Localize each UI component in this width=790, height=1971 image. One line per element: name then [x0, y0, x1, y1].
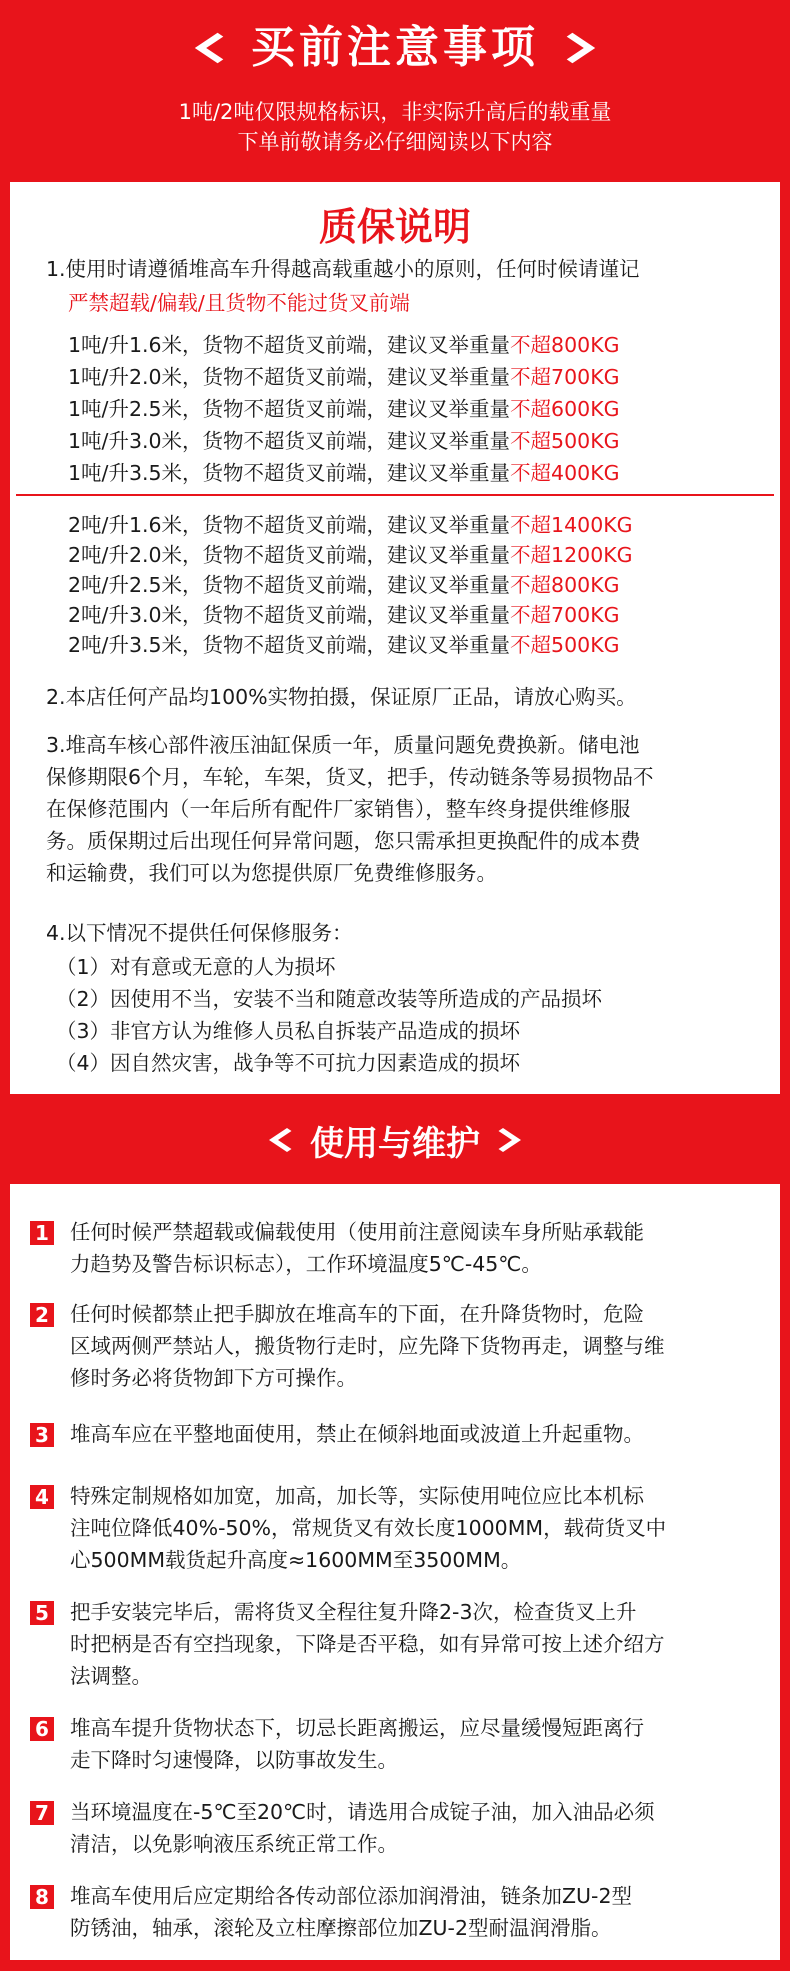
maintenance-item	[70, 1480, 770, 1576]
maintenance-item	[70, 1216, 770, 1280]
warranty-item-3-line: 和运输费，我们可以为您提供原厂免费维修服务。	[46, 861, 497, 885]
spec-row	[68, 360, 620, 390]
item-text-line: 时把柄是否有空挡现象，下降是否平稳，如有异常可按上述介绍方	[70, 1632, 665, 1656]
spec-limit: 不超700KG	[510, 365, 620, 389]
item-text-line: 堆高车应在平整地面使用，禁止在倾斜地面或波道上升起重物。	[70, 1422, 644, 1446]
spec-row	[68, 538, 633, 568]
spec-row	[68, 392, 620, 422]
item-text-line: 当环境温度在-5℃至20℃时，请选用合成锭子油，加入油品必须	[70, 1800, 655, 1824]
warranty-item-3-line: 保修期限6个月，车轮，车架，货叉，把手，传动链条等易损物品不	[46, 765, 654, 789]
header-banner	[0, 0, 790, 180]
warranty-item-1: 1.使用时请遵循堆高车升得越高载重越小的原则，任何时候请谨记	[46, 257, 640, 281]
section-divider	[16, 494, 774, 496]
spec-limit: 不超400KG	[510, 461, 620, 485]
exclusion-item: （1）对有意或无意的人为损坏	[56, 955, 336, 979]
chevron-right-icon	[561, 29, 599, 67]
item-number-badge: 8	[30, 1885, 54, 1909]
item-text-line: 法调整。	[70, 1664, 152, 1688]
spec-text: 2吨/升1.6米，货物不超货叉前端，建议叉举重量	[68, 513, 511, 537]
maintenance-item	[70, 1298, 770, 1394]
item-text-line: 力趋势及警告标识标志），工作环境温度5℃-45℃。	[70, 1252, 542, 1276]
spec-row	[68, 598, 620, 628]
spec-limit: 不超600KG	[510, 397, 620, 421]
exclusion-item: （2）因使用不当，安装不当和随意改装等所造成的产品损坏	[56, 987, 603, 1011]
chevron-left-icon	[191, 29, 229, 67]
item-text-line: 把手安装完毕后，需将货叉全程往复升降2-3次，检查货叉上升	[70, 1600, 637, 1624]
spec-text: 2吨/升2.5米，货物不超货叉前端，建议叉举重量	[68, 573, 511, 597]
spec-limit: 不超700KG	[510, 603, 620, 627]
spec-row	[68, 628, 620, 658]
spec-limit: 不超500KG	[510, 633, 620, 657]
header-title-row	[0, 18, 790, 78]
item-number-badge: 5	[30, 1601, 54, 1625]
warranty-item-2: 2.本店任何产品均100%实物拍摄，保证原厂正品，请放心购买。	[46, 685, 637, 709]
maintenance-item	[70, 1796, 770, 1860]
header-subtitle-2: 下单前敬请务必仔细阅读以下内容	[237, 130, 553, 154]
spec-row	[68, 508, 633, 538]
spec-row	[68, 456, 620, 486]
item-number-badge: 3	[30, 1423, 54, 1447]
spec-row	[68, 568, 620, 598]
item-text-line: 区域两侧严禁站人，搬货物行走时，应先降下货物再走，调整与维	[70, 1334, 665, 1358]
item-text-line: 修时务必将货物卸下方可操作。	[70, 1366, 357, 1390]
item-text-line: 任何时候都禁止把手脚放在堆高车的下面，在升降货物时，危险	[70, 1302, 644, 1326]
warranty-panel	[10, 182, 780, 1094]
maintenance-title: 使用与维护	[310, 1123, 480, 1164]
spec-text: 1吨/升2.5米，货物不超货叉前端，建议叉举重量	[68, 397, 511, 421]
item-text-line: 任何时候严禁超载或偏载使用（使用前注意阅读车身所贴承载能	[70, 1220, 644, 1244]
exclusion-item: （4）因自然灾害，战争等不可抗力因素造成的损坏	[56, 1051, 521, 1075]
spec-text: 1吨/升1.6米，货物不超货叉前端，建议叉举重量	[68, 333, 511, 357]
spec-text: 2吨/升3.0米，货物不超货叉前端，建议叉举重量	[68, 603, 511, 627]
exclusion-item: （3）非官方认为维修人员私自拆装产品造成的损坏	[56, 1019, 521, 1043]
item-text-line: 清洁，以免影响液压系统正常工作。	[70, 1832, 398, 1856]
item-text-line: 注吨位降低40%-50%，常规货叉有效长度1000MM，载荷货叉中	[70, 1516, 667, 1540]
maintenance-panel	[10, 1184, 780, 1960]
maintenance-item	[70, 1596, 770, 1692]
chevron-left-icon	[266, 1125, 296, 1155]
spec-row	[68, 424, 620, 454]
spec-text: 2吨/升3.5米，货物不超货叉前端，建议叉举重量	[68, 633, 511, 657]
spec-limit: 不超500KG	[510, 429, 620, 453]
warranty-warning: 严禁超载/偏载/且货物不能过货叉前端	[68, 291, 410, 315]
maintenance-item	[70, 1880, 770, 1944]
spec-limit: 不超800KG	[510, 333, 620, 357]
warranty-title: 质保说明	[318, 205, 471, 249]
item-text-line: 堆高车提升货物状态下，切忌长距离搬运，应尽量缓慢短距离行	[70, 1716, 644, 1740]
maintenance-header	[0, 1100, 790, 1180]
header-subtitle-1: 1吨/2吨仅限规格标识，非实际升高后的载重量	[178, 100, 612, 124]
item-number-badge: 4	[30, 1485, 54, 1509]
item-number-badge: 1	[30, 1221, 54, 1245]
item-text-line: 防锈油，轴承，滚轮及立柱摩擦部位加ZU-2型耐温润滑脂。	[70, 1916, 612, 1940]
warranty-item-4-title: 4.以下情况不提供任何保修服务：	[46, 921, 353, 945]
page-title: 买前注意事项	[251, 22, 539, 73]
item-number-badge: 7	[30, 1801, 54, 1825]
spec-limit: 不超800KG	[510, 573, 620, 597]
spec-text: 1吨/升2.0米，货物不超货叉前端，建议叉举重量	[68, 365, 511, 389]
item-text-line: 走下降时匀速慢降，以防事故发生。	[70, 1748, 398, 1772]
warranty-item-3-line: 3.堆高车核心部件液压油缸保质一年，质量问题免费换新。储电池	[46, 733, 640, 757]
item-number-badge: 6	[30, 1717, 54, 1741]
spec-text: 1吨/升3.0米，货物不超货叉前端，建议叉举重量	[68, 429, 511, 453]
item-text-line: 堆高车使用后应定期给各传动部位添加润滑油，链条加ZU-2型	[70, 1884, 632, 1908]
maintenance-item	[70, 1712, 770, 1776]
spec-text: 1吨/升3.5米，货物不超货叉前端，建议叉举重量	[68, 461, 511, 485]
spec-text: 2吨/升2.0米，货物不超货叉前端，建议叉举重量	[68, 543, 511, 567]
chevron-right-icon	[494, 1125, 524, 1155]
item-text-line: 特殊定制规格如加宽，加高，加长等，实际使用吨位应比本机标	[70, 1484, 644, 1508]
warranty-item-3-line: 在保修范围内（一年后所有配件厂家销售），整车终身提供维修服	[46, 797, 631, 821]
item-text-line: 心500MM载货起升高度≈1600MM至3500MM。	[70, 1548, 522, 1572]
maintenance-item	[70, 1418, 770, 1450]
item-number-badge: 2	[30, 1303, 54, 1327]
spec-row	[68, 328, 620, 358]
spec-limit: 不超1200KG	[510, 543, 633, 567]
spec-limit: 不超1400KG	[510, 513, 633, 537]
warranty-item-3-line: 务。质保期过后出现任何异常问题，您只需承担更换配件的成本费	[46, 829, 641, 853]
